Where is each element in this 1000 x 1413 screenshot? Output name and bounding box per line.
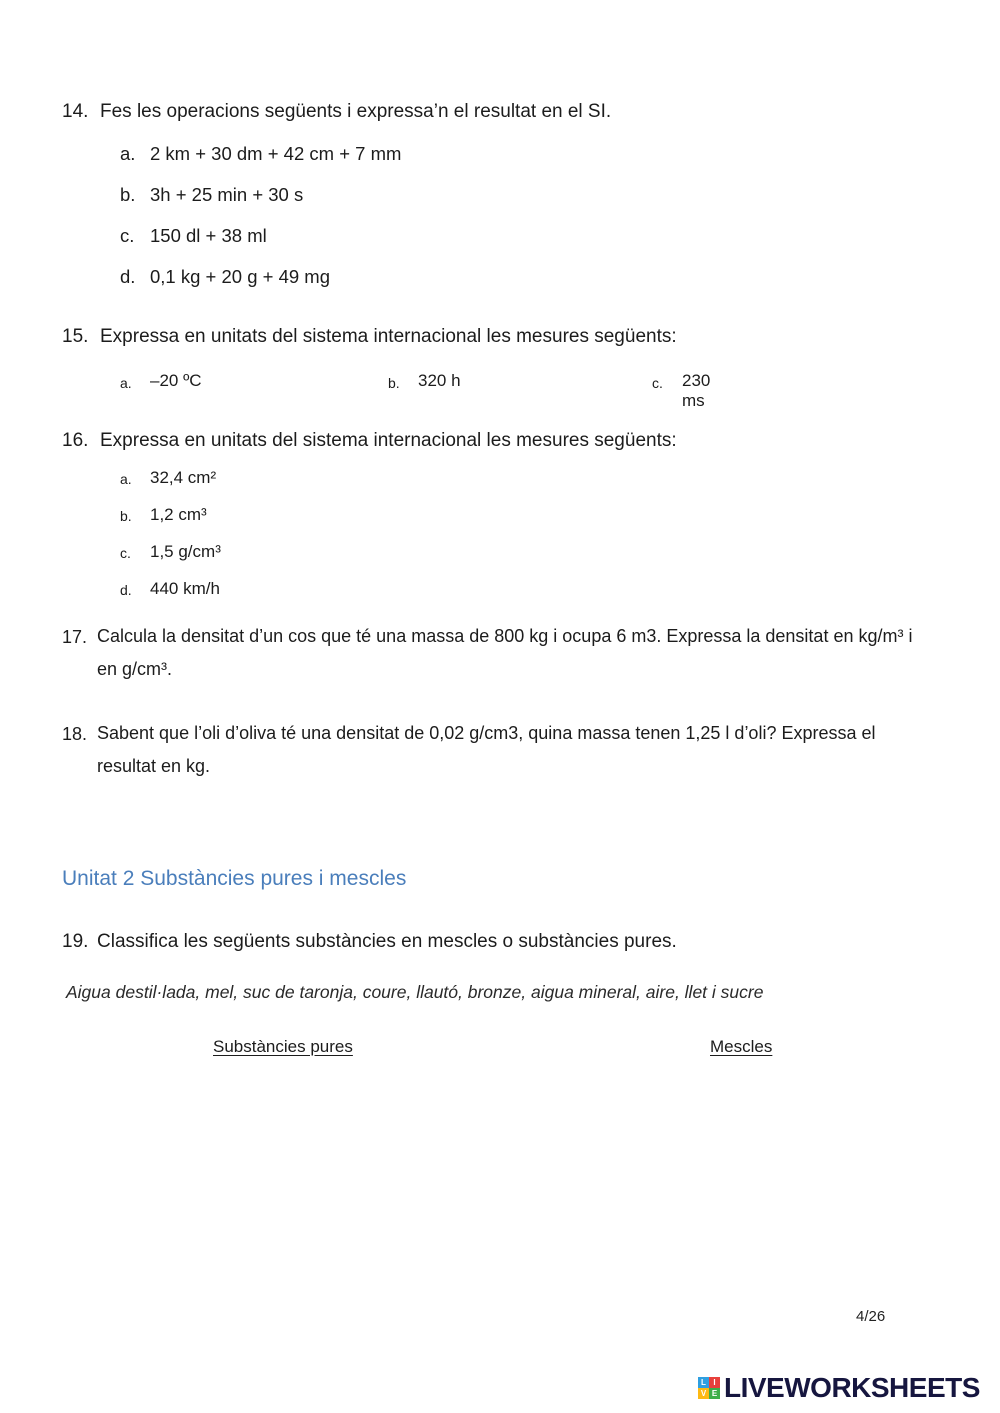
list-item-label: b.: [120, 184, 136, 205]
page-number: 4/26: [856, 1308, 886, 1325]
substances-list-line: Aigua destil·lada, mel, suc de taronja, coure, llautó, bronze, aigua mineral, aire, llet i sucre: [66, 982, 764, 1002]
liveworksheets-logo-icon: [698, 1377, 720, 1399]
liveworksheets-brand-link[interactable]: [698, 1372, 980, 1404]
list-item-label: c.: [652, 375, 663, 391]
question-number: 19.: [62, 931, 89, 952]
list-item: [120, 265, 611, 288]
list-item: [120, 142, 611, 165]
question-text: Calcula la densitat d’un cos que té una massa de 800 kg i ocupa 6 m3. Expressa la densitat en kg/m³ i en g/cm³.: [97, 626, 913, 679]
list-item-label: a.: [120, 375, 132, 391]
list-item-label: d.: [120, 582, 132, 598]
question-text: Expressa en unitats del sistema internacional les mesures següents:: [100, 326, 677, 347]
list-item: [120, 541, 677, 564]
list-item-text: 0,1 kg + 20 g + 49 mg: [150, 266, 330, 287]
question-number: 18.: [62, 724, 88, 744]
question-14: [62, 100, 611, 288]
list-item: [120, 578, 677, 601]
list-item-text: 1,2 cm³: [150, 505, 207, 524]
list-item: [120, 183, 611, 206]
question-text: Classifica les següents substàncies en mescles o substàncies pures.: [97, 931, 677, 952]
list-item-text: 320 h: [418, 371, 461, 390]
question-text: Sabent que l’oli d’oliva té una densitat de 0,02 g/cm3, quina massa tenen 1,25 l d’oli? Expressa el resultat en kg.: [97, 723, 876, 776]
logo-tile-e: E: [709, 1388, 720, 1399]
question-16-items: [120, 467, 677, 601]
list-item: [120, 371, 202, 393]
question-15-items: [62, 371, 711, 410]
column-header-mixtures: Mescles: [710, 1037, 773, 1056]
list-item: [120, 467, 677, 490]
list-item-label: a.: [120, 471, 132, 487]
logo-tile-i: I: [709, 1377, 720, 1388]
list-item-text: 1,5 g/cm³: [150, 542, 221, 561]
list-item: [120, 504, 677, 527]
list-item: [388, 371, 461, 393]
list-item-label: a.: [120, 143, 136, 164]
list-item-text: 150 dl + 38 ml: [150, 225, 267, 246]
question-18: [62, 717, 919, 783]
question-19: [62, 930, 677, 954]
column-header-pure-substances: Substàncies pures: [213, 1037, 353, 1056]
section-title: Unitat 2 Substàncies pures i mescles: [62, 867, 407, 890]
question-text: Expressa en unitats del sistema internacional les mesures següents:: [100, 430, 677, 451]
list-item-text: 230 ms: [682, 371, 711, 410]
question-16: [62, 429, 677, 601]
list-item-text: –20 ºC: [150, 371, 202, 390]
list-item-label: b.: [388, 375, 400, 391]
list-item-text: 440 km/h: [150, 579, 220, 598]
list-item-label: c.: [120, 225, 135, 246]
list-item-text: 3h + 25 min + 30 s: [150, 184, 304, 205]
list-item-label: d.: [120, 266, 136, 287]
question-17: [62, 620, 919, 686]
list-item-label: c.: [120, 545, 131, 561]
question-number: 14.: [62, 101, 89, 122]
question-text: Fes les operacions següents i expressa’n el resultat en el SI.: [100, 101, 612, 122]
list-item: [652, 371, 710, 411]
question-number: 15.: [62, 326, 89, 347]
classification-columns: [0, 1037, 1000, 1061]
list-item-text: 2 km + 30 dm + 42 cm + 7 mm: [150, 143, 402, 164]
logo-tile-l: L: [698, 1377, 709, 1388]
list-item-text: 32,4 cm²: [150, 468, 217, 487]
question-14-items: [120, 142, 611, 288]
question-number: 16.: [62, 430, 89, 451]
brand-wordmark: LIVEWORKSHEETS: [724, 1372, 980, 1403]
logo-tile-v: V: [698, 1388, 709, 1399]
list-item: [120, 224, 611, 247]
question-number: 17.: [62, 627, 88, 647]
list-item-label: b.: [120, 508, 132, 524]
question-15: [62, 325, 711, 410]
